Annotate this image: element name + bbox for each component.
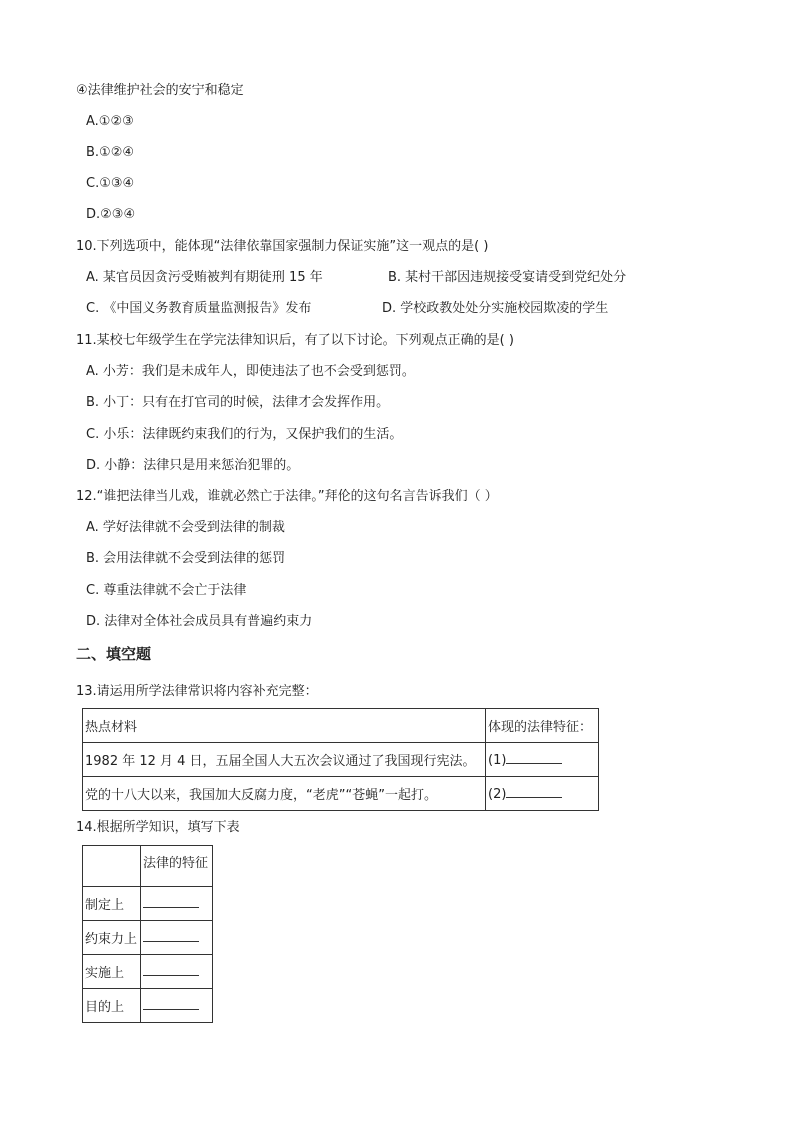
answer-blank[interactable] xyxy=(143,895,199,908)
q14-stem: 14.根据所学知识，填写下表 xyxy=(76,820,240,835)
q10-option-b: B. 某村干部因违规接受宴请受到党纪处分 xyxy=(388,270,627,285)
q10-option-d: D. 学校政教处处分实施校园欺凌的学生 xyxy=(382,301,609,316)
section-title-fill-in: 二、填空题 xyxy=(76,645,152,663)
table-row xyxy=(83,989,213,1023)
answer-blank[interactable] xyxy=(506,751,562,764)
q11-stem: 11.某校七年级学生在学完法律知识后，有了以下讨论。下列观点正确的是( ) xyxy=(76,333,514,348)
q12-option-b: B. 会用法律就不会受到法律的惩罚 xyxy=(86,551,286,566)
answer-blank[interactable] xyxy=(143,997,199,1010)
q12-option-c: C. 尊重法律就不会亡于法律 xyxy=(86,583,247,598)
q11-option-c: C. 小乐：法律既约束我们的行为，又保护我们的生活。 xyxy=(86,427,403,442)
q13-header-feature: 体现的法律特征： xyxy=(486,709,599,743)
q13-stem: 13.请运用所学法律常识将内容补充完整： xyxy=(76,684,318,699)
q14-row-label: 约束力上 xyxy=(83,921,141,955)
q13-table xyxy=(82,708,599,811)
q13-row1-label: (1) xyxy=(488,753,507,768)
table-row xyxy=(83,887,213,921)
q14-header-feature: 法律的特征 xyxy=(141,846,213,887)
q12-option-d: D. 法律对全体社会成员具有普遍约束力 xyxy=(86,614,313,629)
table-row xyxy=(83,921,213,955)
q14-table xyxy=(82,845,213,1023)
q9-option-a: A.①②③ xyxy=(86,114,134,129)
q14-row-answer[interactable] xyxy=(141,887,213,921)
q11-option-a: A. 小芳：我们是未成年人，即使违法了也不会受到惩罚。 xyxy=(86,364,415,379)
q9-item-4: ④法律维护社会的安宁和稳定 xyxy=(76,83,244,98)
answer-blank[interactable] xyxy=(143,929,199,942)
q10-option-a: A. 某官员因贪污受贿被判有期徒刑 15 年 xyxy=(86,270,323,285)
q13-row2-answer[interactable] xyxy=(486,777,599,811)
table-row xyxy=(83,777,599,811)
q13-header-row xyxy=(83,709,599,743)
q11-option-b: B. 小丁：只有在打官司的时候，法律才会发挥作用。 xyxy=(86,395,390,410)
q13-row2-material: 党的十八大以来，我国加大反腐力度，“老虎”“苍蝇”一起打。 xyxy=(83,777,486,811)
answer-blank[interactable] xyxy=(506,785,562,798)
q13-row2-label: (2) xyxy=(488,787,507,802)
q14-row-answer[interactable] xyxy=(141,989,213,1023)
q9-option-d: D.②③④ xyxy=(86,207,136,222)
q14-row-answer[interactable] xyxy=(141,921,213,955)
q14-row-label: 目的上 xyxy=(83,989,141,1023)
q9-option-b: B.①②④ xyxy=(86,145,135,160)
q13-row1-material: 1982 年 12 月 4 日，五届全国人大五次会议通过了我国现行宪法。 xyxy=(83,743,486,777)
q12-stem: 12.“谁把法律当儿戏，谁就必然亡于法律。”拜伦的这句名言告诉我们（ ） xyxy=(76,489,498,504)
q14-row-label: 实施上 xyxy=(83,955,141,989)
q13-header-material: 热点材料 xyxy=(83,709,486,743)
table-row xyxy=(83,955,213,989)
answer-blank[interactable] xyxy=(143,963,199,976)
q14-header-empty xyxy=(83,846,141,887)
q12-option-a: A. 学好法律就不会受到法律的制裁 xyxy=(86,520,285,535)
q13-row1-answer[interactable] xyxy=(486,743,599,777)
q14-row-label: 制定上 xyxy=(83,887,141,921)
q14-row-answer[interactable] xyxy=(141,955,213,989)
q14-header-row xyxy=(83,846,213,887)
q10-stem: 10.下列选项中，能体现“法律依靠国家强制力保证实施”这一观点的是( ) xyxy=(76,239,489,254)
q11-option-d: D. 小静：法律只是用来惩治犯罪的。 xyxy=(86,458,300,473)
table-row xyxy=(83,743,599,777)
q10-option-c: C. 《中国义务教育质量监测报告》发布 xyxy=(86,301,312,316)
q9-option-c: C.①③④ xyxy=(86,176,135,191)
